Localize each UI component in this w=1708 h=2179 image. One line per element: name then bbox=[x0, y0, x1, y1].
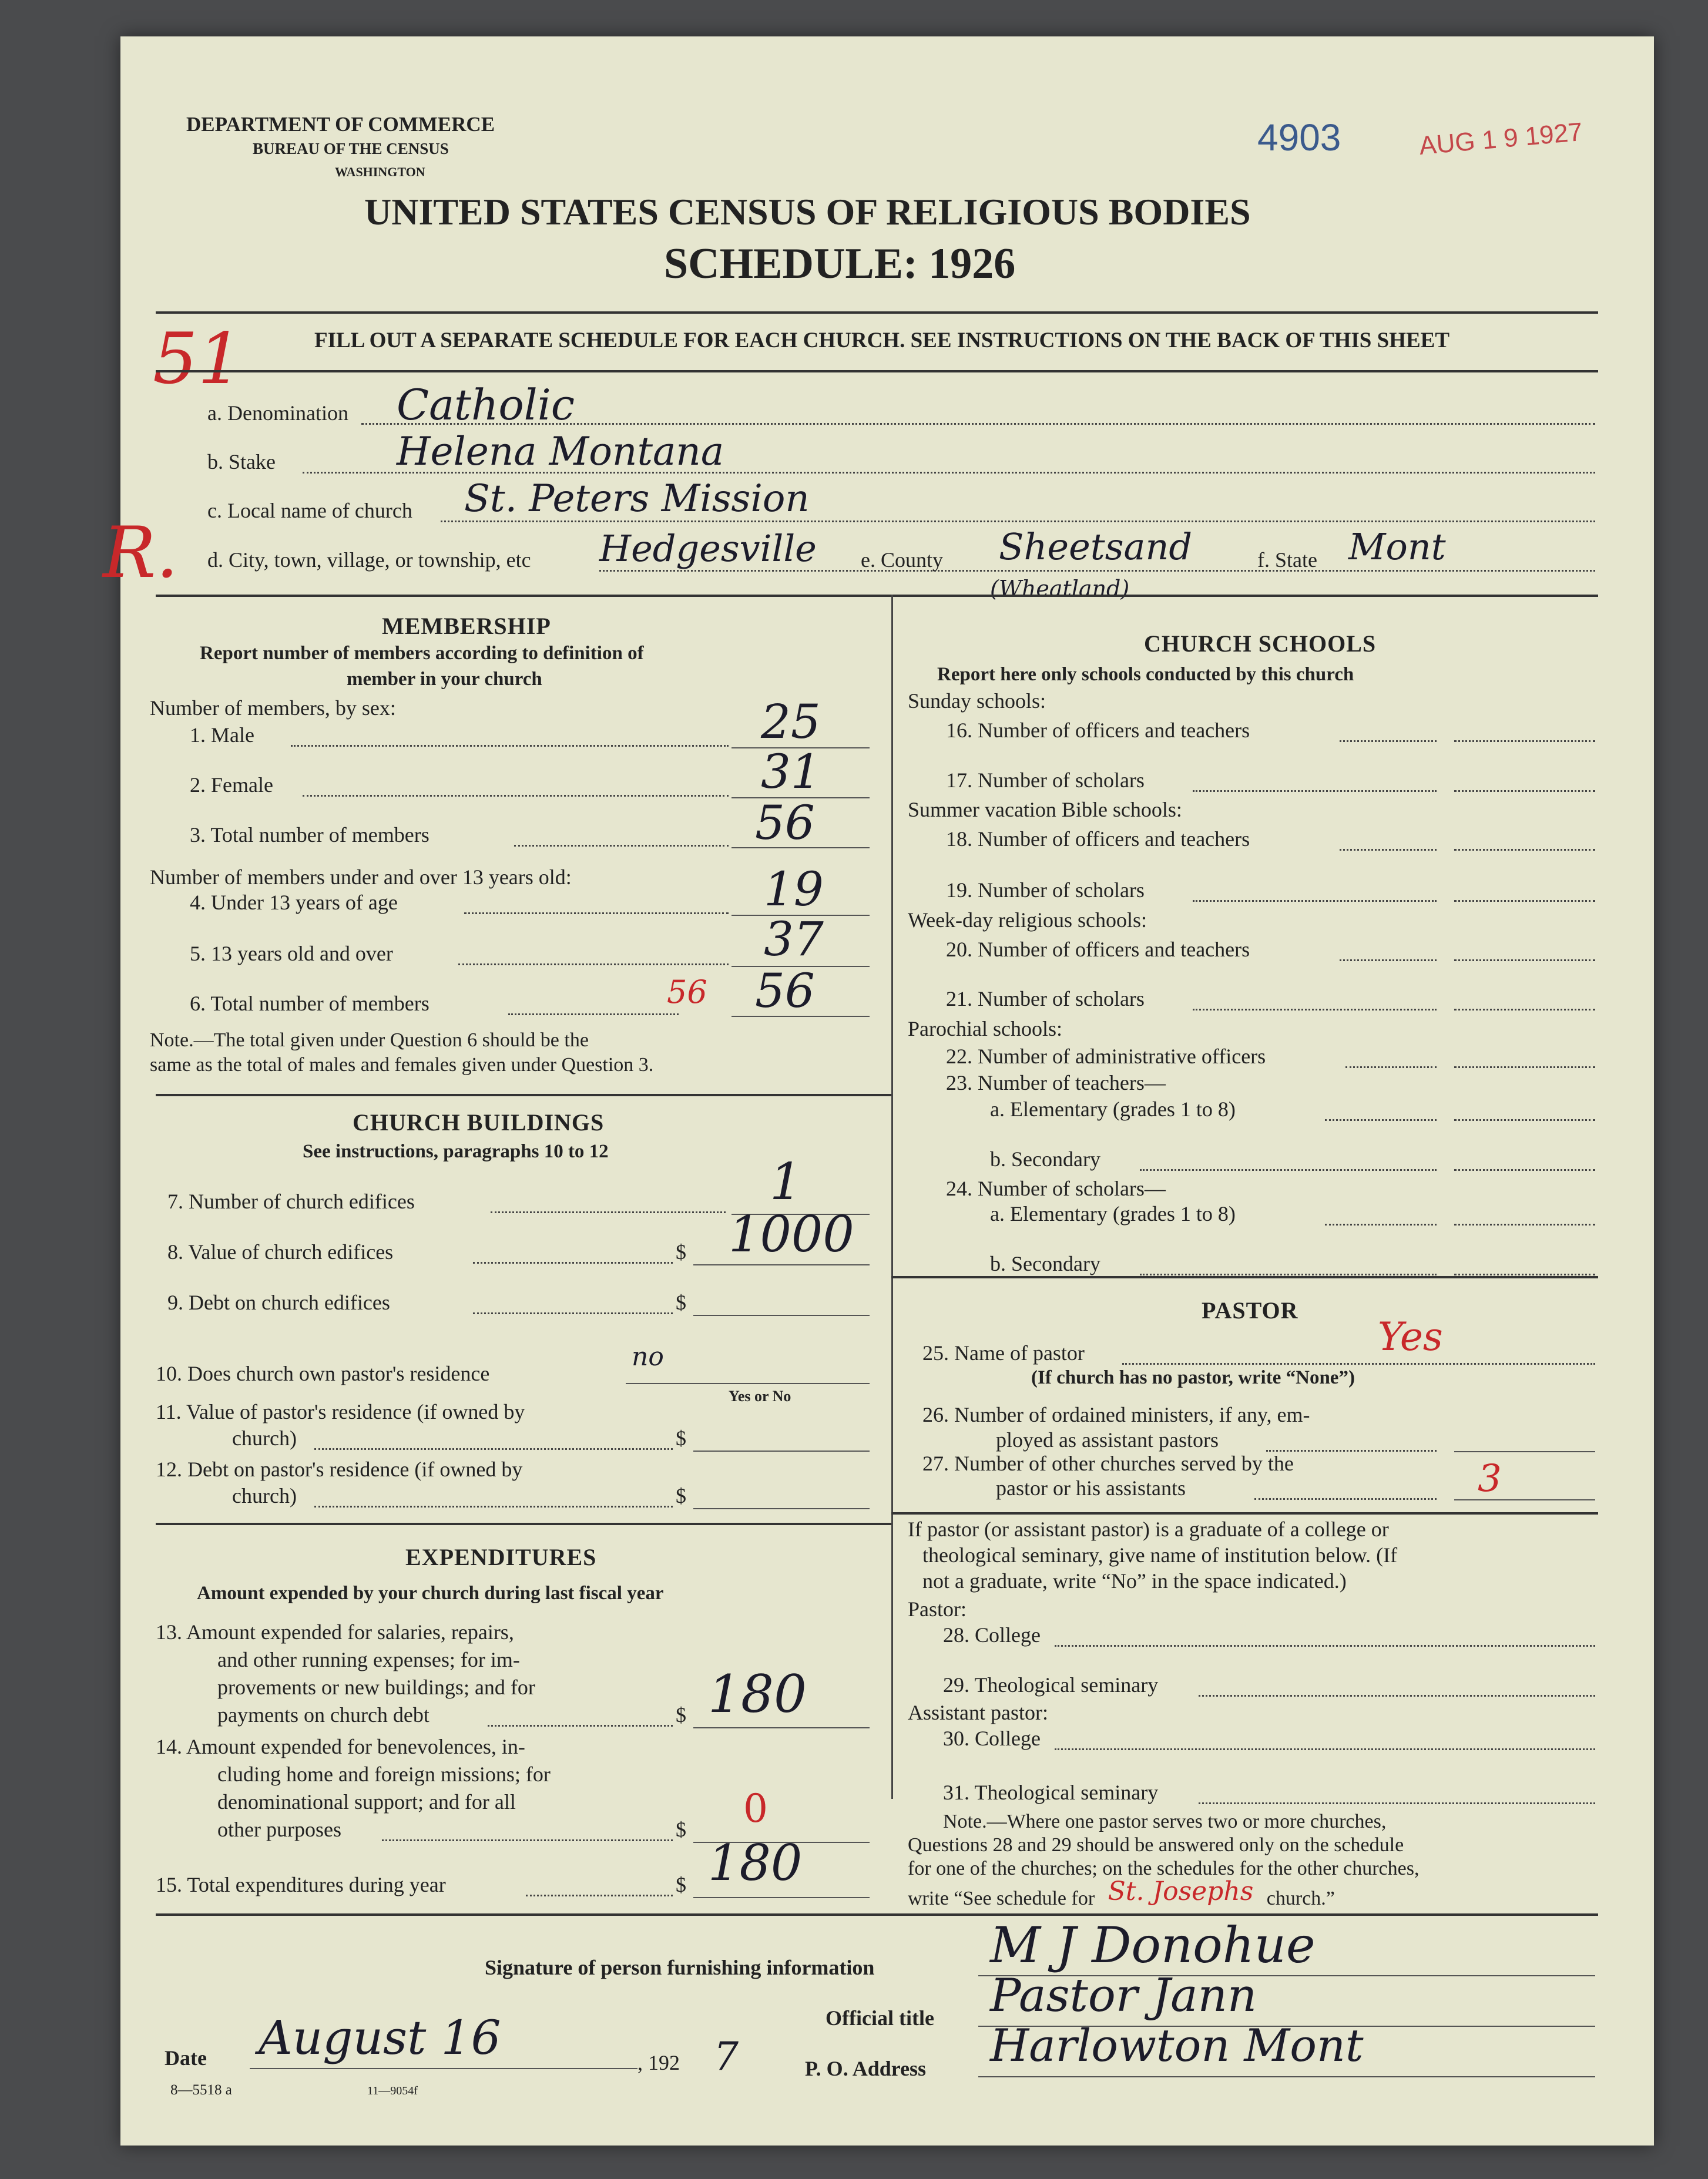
q7-edifices-value[interactable]: 1 bbox=[770, 1153, 802, 1211]
q21-line bbox=[1193, 1009, 1437, 1010]
q13-label-4: payments on church debt bbox=[217, 1703, 429, 1727]
form-number: 8—5518 a bbox=[170, 2082, 232, 2098]
address-line bbox=[978, 2076, 1595, 2077]
denomination-label: a. Denomination bbox=[207, 401, 348, 425]
year-prefix: , 192 bbox=[637, 2051, 680, 2074]
city-label: d. City, town, village, or township, etc bbox=[207, 548, 531, 572]
church-name-line bbox=[441, 521, 1595, 522]
q19-label: 19. Number of scholars bbox=[946, 878, 1145, 902]
q8-value-label: 8. Value of church edifices bbox=[167, 1240, 394, 1264]
q12-label-1: 12. Debt on pastor's residence (if owned by bbox=[156, 1458, 523, 1481]
q13-answer-line bbox=[693, 1727, 870, 1728]
top-rule bbox=[156, 311, 1598, 314]
q16-label: 16. Number of officers and teachers bbox=[946, 719, 1250, 742]
q15-value[interactable]: 180 bbox=[708, 1834, 803, 1892]
q24b-label: b. Secondary bbox=[990, 1252, 1100, 1275]
q31-line bbox=[1199, 1802, 1595, 1804]
q11-label-1: 11. Value of pastor's residence (if owned by bbox=[156, 1400, 525, 1423]
q5-line bbox=[458, 963, 729, 965]
q6-red-correction: 56 bbox=[667, 973, 707, 1010]
q14-label-1: 14. Amount expended for benevolences, in- bbox=[156, 1735, 525, 1758]
q31-label: 31. Theological seminary bbox=[943, 1781, 1159, 1804]
instructions-banner: FILL OUT A SEPARATE SCHEDULE FOR EACH CHURCH. SEE INSTRUCTIONS ON THE BACK OF THIS SHEET bbox=[314, 328, 1450, 352]
q26-answer-line bbox=[1454, 1451, 1595, 1452]
q25-label: 25. Name of pastor bbox=[922, 1341, 1085, 1365]
weekday-schools-label: Week-day religious schools: bbox=[908, 908, 1147, 932]
q4-line bbox=[464, 912, 729, 914]
pastor-note-2: Questions 28 and 29 should be answered only on the schedule bbox=[908, 1834, 1404, 1856]
q24a-line bbox=[1325, 1224, 1437, 1226]
pastor-heading: PASTOR bbox=[1202, 1297, 1298, 1324]
q26-label-1: 26. Number of ordained ministers, if any, em- bbox=[922, 1403, 1310, 1426]
q1-male-label: 1. Male bbox=[190, 723, 254, 747]
buildings-rule bbox=[156, 1523, 891, 1525]
q18-label: 18. Number of officers and teachers bbox=[946, 827, 1250, 851]
q10-value[interactable]: no bbox=[632, 1342, 664, 1372]
buildings-heading: CHURCH BUILDINGS bbox=[353, 1109, 605, 1136]
q11-label-2: church) bbox=[232, 1426, 297, 1450]
form-subtitle: SCHEDULE: 1926 bbox=[664, 240, 1016, 288]
q22-label: 22. Number of administrative officers bbox=[946, 1045, 1266, 1068]
q19-line bbox=[1193, 900, 1437, 902]
official-title-value[interactable]: Pastor Jann bbox=[990, 1969, 1257, 2022]
city-heading: WASHINGTON bbox=[335, 164, 425, 179]
sunday-schools-label: Sunday schools: bbox=[908, 689, 1046, 713]
schools-rule bbox=[891, 1276, 1598, 1278]
q6-total-value[interactable]: 56 bbox=[755, 963, 815, 1018]
pastor-note-4-value[interactable]: St. Josephs bbox=[1108, 1876, 1254, 1906]
footer-rule bbox=[156, 1913, 1598, 1916]
q6-line bbox=[508, 1013, 679, 1015]
membership-intro-2: member in your church bbox=[347, 669, 542, 690]
q9-dollar: $ bbox=[676, 1291, 686, 1314]
margin-number-51: 51 bbox=[153, 318, 243, 400]
address-value[interactable]: Harlowton Mont bbox=[990, 2019, 1364, 2071]
q14-line bbox=[382, 1839, 673, 1841]
q19-answer-line bbox=[1454, 900, 1595, 902]
q14-value[interactable]: 0 bbox=[743, 1786, 768, 1831]
q17-answer-line bbox=[1454, 790, 1595, 792]
q15-total-label: 15. Total expenditures during year bbox=[156, 1873, 446, 1896]
pastor-note-3: for one of the churches; on the schedules for the other churches, bbox=[908, 1858, 1420, 1879]
q12-line bbox=[314, 1506, 673, 1507]
q21-label: 21. Number of scholars bbox=[946, 987, 1145, 1010]
q13-label-3: provements or new buildings; and for bbox=[217, 1676, 535, 1699]
q2-female-value[interactable]: 31 bbox=[761, 744, 821, 799]
expenditures-heading: EXPENDITURES bbox=[405, 1544, 597, 1570]
q15-dollar: $ bbox=[676, 1873, 686, 1896]
q27-label-1: 27. Number of other churches served by the bbox=[922, 1452, 1294, 1475]
q13-label-1: 13. Amount expended for salaries, repairs, bbox=[156, 1620, 514, 1644]
q23b-label: b. Secondary bbox=[990, 1147, 1100, 1171]
summer-schools-label: Summer vacation Bible schools: bbox=[908, 798, 1182, 821]
q29-label: 29. Theological seminary bbox=[943, 1673, 1159, 1697]
q24-label: 24. Number of scholars— bbox=[946, 1177, 1166, 1200]
signature-label: Signature of person furnishing information bbox=[485, 1956, 875, 1979]
q27-value[interactable]: 3 bbox=[1478, 1457, 1502, 1500]
q17-label: 17. Number of scholars bbox=[946, 768, 1145, 792]
q8-dollar: $ bbox=[676, 1240, 686, 1264]
q28-label: 28. College bbox=[943, 1623, 1041, 1647]
church-name-label: c. Local name of church bbox=[207, 499, 412, 522]
q27-line bbox=[1254, 1498, 1437, 1500]
pastor-note-4 bbox=[908, 1876, 1335, 1911]
q2-female-label: 2. Female bbox=[190, 773, 273, 797]
date-line bbox=[250, 2068, 637, 2069]
county-value[interactable]: Sheetsand bbox=[999, 525, 1193, 568]
q11-answer-line bbox=[693, 1451, 870, 1452]
q9-debt-label: 9. Debt on church edifices bbox=[167, 1291, 390, 1314]
banner-rule bbox=[156, 370, 1598, 372]
q10-residence-label: 10. Does church own pastor's residence bbox=[156, 1362, 490, 1385]
q23a-line bbox=[1325, 1119, 1437, 1121]
q27-answer-line bbox=[1454, 1499, 1595, 1500]
q20-line bbox=[1340, 959, 1437, 961]
q13-value[interactable]: 180 bbox=[708, 1664, 807, 1724]
parochial-schools-label: Parochial schools: bbox=[908, 1017, 1062, 1040]
q13-dollar: $ bbox=[676, 1703, 686, 1727]
graduate-note-2: theological seminary, give name of institution below. (If bbox=[922, 1543, 1398, 1567]
schedule-number: 4903 bbox=[1257, 116, 1341, 159]
q8-answer-line bbox=[693, 1264, 870, 1265]
church-name-value[interactable]: St. Peters Mission bbox=[464, 477, 810, 521]
bureau-heading: BUREAU OF THE CENSUS bbox=[253, 140, 449, 157]
pastor-note-4-suffix: church.” bbox=[1266, 1888, 1335, 1909]
official-title-label: Official title bbox=[826, 2006, 934, 2030]
q18-answer-line bbox=[1454, 849, 1595, 851]
q24a-answer-line bbox=[1454, 1224, 1595, 1226]
q12-dollar: $ bbox=[676, 1484, 686, 1507]
stake-value[interactable]: Helena Montana bbox=[397, 429, 724, 474]
q12-answer-line bbox=[693, 1508, 870, 1509]
q23b-line bbox=[1140, 1169, 1437, 1171]
q17-line bbox=[1193, 790, 1437, 792]
expenditures-subheading: Amount expended by your church during last fiscal year bbox=[197, 1583, 664, 1604]
q4-under13-value[interactable]: 19 bbox=[764, 862, 824, 916]
graduate-note-3: not a graduate, write “No” in the space indicated.) bbox=[922, 1569, 1347, 1593]
q20-label: 20. Number of officers and teachers bbox=[946, 938, 1250, 961]
q7-edifices-label: 7. Number of church edifices bbox=[167, 1190, 415, 1213]
pastor-note-4-prefix: write “See schedule for bbox=[908, 1888, 1095, 1909]
q14-label-3: denominational support; and for all bbox=[217, 1790, 516, 1814]
assistant-pastor-subheading: Assistant pastor: bbox=[908, 1701, 1048, 1724]
buildings-subheading: See instructions, paragraphs 10 to 12 bbox=[303, 1141, 609, 1162]
q14-dollar: $ bbox=[676, 1818, 686, 1841]
q3-total-value[interactable]: 56 bbox=[755, 795, 815, 850]
q15-line bbox=[526, 1895, 673, 1896]
state-value[interactable]: Mont bbox=[1348, 525, 1446, 568]
membership-note-2: same as the total of males and females given under Question 3. bbox=[150, 1054, 654, 1076]
city-line bbox=[599, 570, 1595, 572]
q2-line bbox=[303, 795, 729, 797]
q24a-label: a. Elementary (grades 1 to 8) bbox=[990, 1202, 1236, 1226]
received-date-stamp: AUG 1 9 1927 bbox=[1418, 117, 1584, 161]
county-label: e. County bbox=[861, 548, 943, 572]
address-label: P. O. Address bbox=[805, 2057, 927, 2080]
q13-label-2: and other running expenses; for im- bbox=[217, 1648, 520, 1671]
q14-label-2: cluding home and foreign missions; for bbox=[217, 1762, 551, 1786]
q13-line bbox=[488, 1725, 673, 1727]
q9-answer-line bbox=[693, 1315, 870, 1316]
q4-under13-label: 4. Under 13 years of age bbox=[190, 891, 398, 914]
q21-answer-line bbox=[1454, 1009, 1595, 1010]
q28-line bbox=[1055, 1645, 1595, 1647]
signature-value[interactable]: M J Donohue bbox=[990, 1916, 1316, 1974]
membership-intro-1: Report number of members according to definition of bbox=[200, 643, 644, 664]
county-correction: (Wheatland) bbox=[990, 576, 1130, 602]
pastor-rule bbox=[891, 1512, 1598, 1515]
print-number: 11—9054f bbox=[367, 2084, 418, 2097]
q1-line bbox=[291, 745, 729, 747]
state-label: f. State bbox=[1257, 548, 1317, 572]
stake-label: b. Stake bbox=[207, 450, 276, 474]
q23b-answer-line bbox=[1454, 1169, 1595, 1171]
q20-answer-line bbox=[1454, 959, 1595, 961]
graduate-note-1: If pastor (or assistant pastor) is a graduate of a college or bbox=[908, 1517, 1389, 1541]
q11-line bbox=[314, 1448, 673, 1450]
q15-answer-line bbox=[693, 1897, 870, 1898]
q7-line bbox=[491, 1211, 726, 1213]
census-schedule-sheet bbox=[103, 36, 1654, 2146]
pastor-note-1: Note.—Where one pastor serves two or more churches, bbox=[943, 1811, 1387, 1832]
q14-label-4: other purposes bbox=[217, 1818, 341, 1841]
q3-answer-line bbox=[731, 847, 870, 848]
q12-label-2: church) bbox=[232, 1484, 297, 1507]
year-value[interactable]: 7 bbox=[714, 2034, 739, 2079]
q16-line bbox=[1340, 740, 1437, 742]
q26-label-2: ployed as assistant pastors bbox=[996, 1428, 1219, 1452]
membership-rule bbox=[156, 1094, 891, 1096]
q24b-answer-line bbox=[1454, 1274, 1595, 1275]
q18-line bbox=[1340, 849, 1437, 851]
q8-value[interactable]: 1000 bbox=[729, 1206, 854, 1263]
q22-line bbox=[1345, 1066, 1437, 1068]
denomination-value[interactable]: Catholic bbox=[397, 380, 575, 429]
margin-mark-r: R. bbox=[103, 512, 179, 594]
fields-rule bbox=[156, 595, 1598, 597]
q9-line bbox=[473, 1312, 673, 1314]
q22-answer-line bbox=[1454, 1066, 1595, 1068]
form-title: UNITED STATES CENSUS OF RELIGIOUS BODIES bbox=[364, 191, 1251, 233]
pastor-subheading: Pastor: bbox=[908, 1597, 967, 1621]
q23a-label: a. Elementary (grades 1 to 8) bbox=[990, 1097, 1236, 1121]
schools-subheading: Report here only schools conducted by this church bbox=[937, 664, 1354, 685]
q11-dollar: $ bbox=[676, 1426, 686, 1450]
column-divider bbox=[891, 595, 893, 1799]
department-heading: DEPARTMENT OF COMMERCE bbox=[186, 113, 495, 136]
q25-value[interactable]: Yes bbox=[1378, 1314, 1443, 1359]
q25-note: (If church has no pastor, write “None”) bbox=[1031, 1367, 1355, 1388]
q5-over13-label: 5. 13 years old and over bbox=[190, 942, 393, 965]
q27-label-2: pastor or his assistants bbox=[996, 1476, 1186, 1500]
q16-answer-line bbox=[1454, 740, 1595, 742]
city-value[interactable]: Hedgesville bbox=[599, 527, 817, 570]
q29-line bbox=[1199, 1695, 1595, 1697]
q1-male-value[interactable]: 25 bbox=[761, 694, 821, 749]
q8-line bbox=[473, 1262, 673, 1264]
q25-line bbox=[1122, 1363, 1595, 1365]
members-by-sex-label: Number of members, by sex: bbox=[150, 696, 396, 720]
church-schools-heading: CHURCH SCHOOLS bbox=[1144, 630, 1377, 657]
membership-note-1: Note.—The total given under Question 6 should be the bbox=[150, 1029, 589, 1051]
q3-line bbox=[514, 845, 729, 847]
q10-answer-line bbox=[626, 1383, 870, 1384]
membership-heading: MEMBERSHIP bbox=[382, 613, 551, 639]
q30-line bbox=[1055, 1748, 1595, 1750]
q24b-line bbox=[1140, 1274, 1437, 1275]
q6-answer-line bbox=[731, 1016, 870, 1017]
q6-total-label: 6. Total number of members bbox=[190, 992, 429, 1015]
yes-or-no-hint: Yes or No bbox=[729, 1388, 791, 1405]
date-label: Date bbox=[165, 2046, 207, 2070]
q23-label: 23. Number of teachers— bbox=[946, 1071, 1166, 1094]
date-value[interactable]: August 16 bbox=[259, 2010, 501, 2065]
q30-label: 30. College bbox=[943, 1727, 1041, 1750]
age-group-label: Number of members under and over 13 years old: bbox=[150, 865, 572, 889]
q23a-answer-line bbox=[1454, 1119, 1595, 1121]
q5-over13-value[interactable]: 37 bbox=[764, 912, 824, 966]
q3-total-label: 3. Total number of members bbox=[190, 823, 429, 847]
